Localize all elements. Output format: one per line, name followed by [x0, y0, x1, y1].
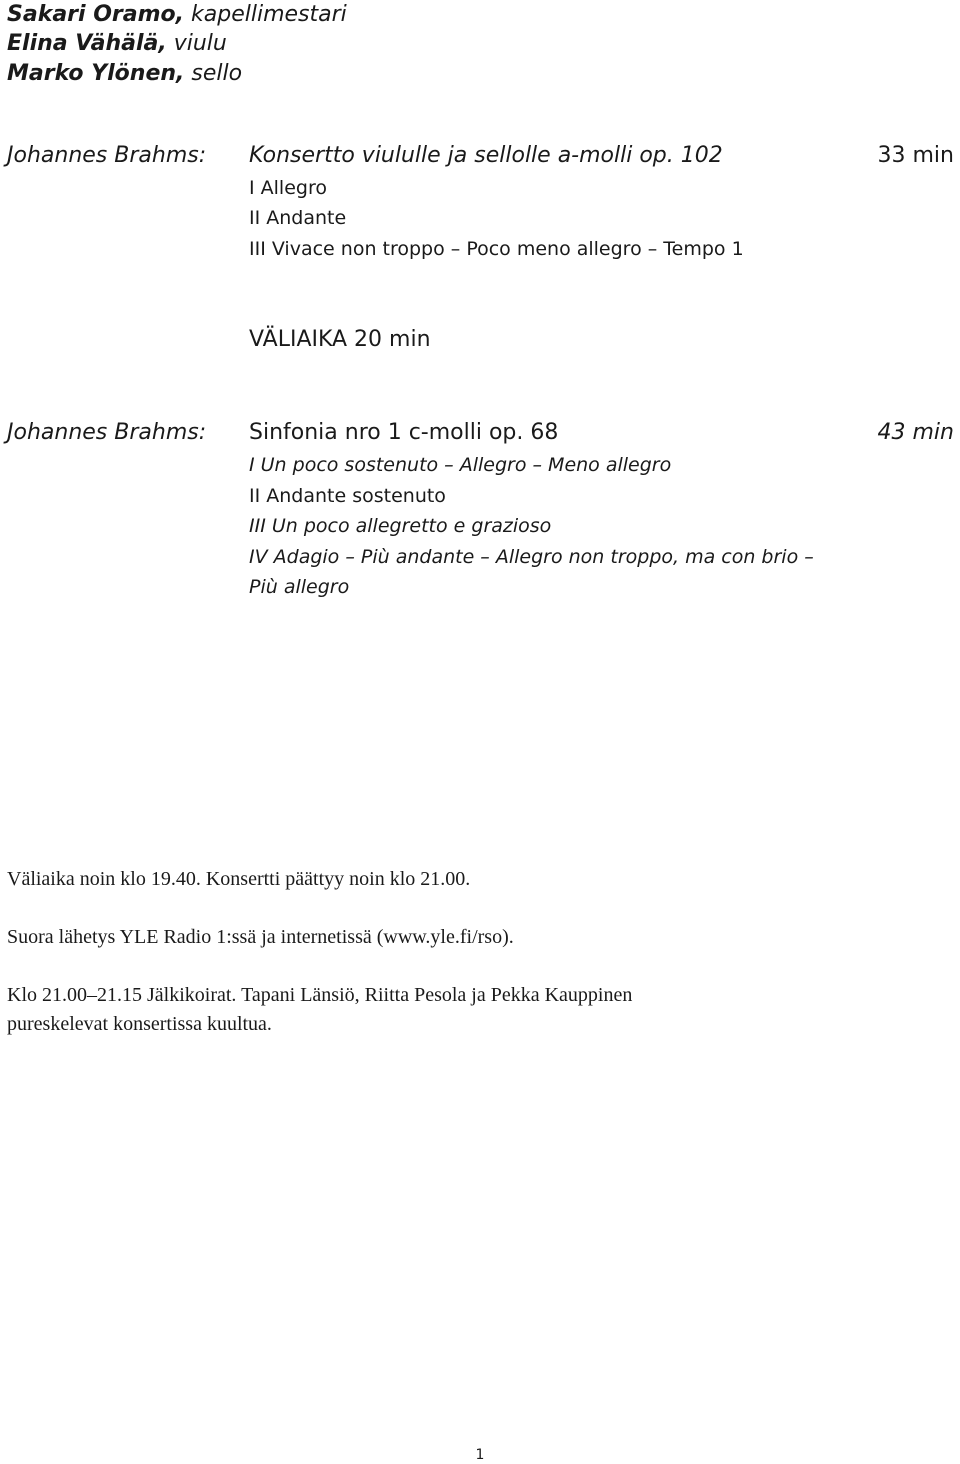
work-duration: 33 min [877, 143, 954, 168]
movement: I Un poco sostenuto – Allegro – Meno allegro [249, 454, 672, 476]
footer-note: Klo 21.00–21.15 Jälkikoirat. Tapani Länsiö, Riitta Pesola ja Pekka Kauppinen [7, 984, 633, 1006]
work-duration: 43 min [877, 420, 954, 445]
performer-line [7, 59, 242, 89]
movement: III Un poco allegretto e grazioso [249, 515, 552, 537]
performer-name: Elina Vähälä, [7, 31, 167, 56]
movement: II Andante [249, 207, 347, 229]
performer-line [7, 29, 227, 59]
performer-name: Sakari Oramo, [7, 2, 185, 27]
footer-note: pureskelevat konsertissa kuultua. [7, 1013, 272, 1035]
work-title: Konsertto viululle ja sellolle a-molli op. 102 [249, 143, 723, 168]
performer-role: sello [191, 61, 243, 86]
footer-note: Väliaika noin klo 19.40. Konsertti päättyy noin klo 21.00. [7, 868, 471, 890]
performer-role: viulu [173, 31, 227, 56]
work-composer: Johannes Brahms: [7, 143, 207, 168]
movement: IV Adagio – Più andante – Allegro non troppo, ma con brio – [249, 546, 814, 568]
movement: I Allegro [249, 177, 327, 199]
work-title: Sinfonia nro 1 c-molli op. 68 [249, 420, 559, 445]
intermission-heading: VÄLIAIKA 20 min [249, 327, 431, 352]
performer-line [7, 0, 347, 30]
page-number: 1 [475, 1447, 485, 1463]
performer-name: Marko Ylönen, [7, 61, 185, 86]
movement: Più allegro [249, 576, 350, 598]
footer-note: Suora lähetys YLE Radio 1:ssä ja internetissä (www.yle.fi/rso). [7, 926, 514, 948]
movement: III Vivace non troppo – Poco meno allegro – Tempo 1 [249, 238, 744, 260]
performer-role: kapellimestari [191, 2, 347, 27]
movement: II Andante sostenuto [249, 485, 446, 507]
work-composer: Johannes Brahms: [7, 420, 207, 445]
